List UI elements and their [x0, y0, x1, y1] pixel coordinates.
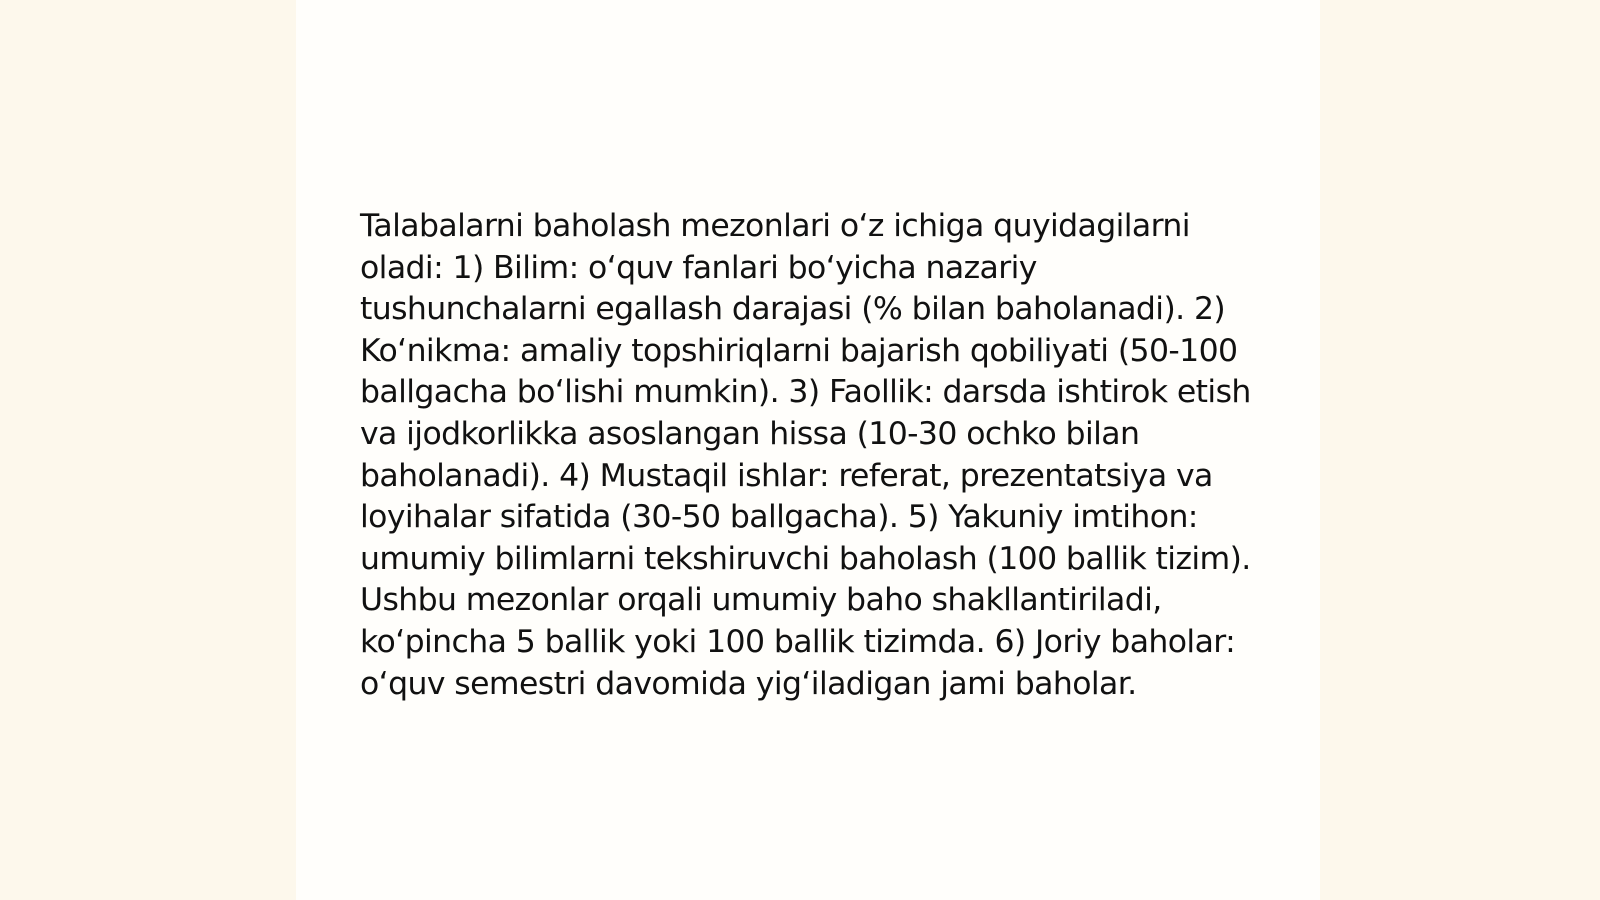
- slide-body-text: Talabalarni baholash mezonlari oʻz ichiga quyidagilarni oladi: 1) Bilim: oʻquv fanlari boʻyicha nazariy tushunchalarni egallash darajasi (% bilan baholanadi). 2) Koʻnikma: amaliy topshiriqlarni bajarish qobiliyati (50-100 ballgacha boʻlishi mumkin). 3) Faollik: darsda ishtirok etish va ijodkorlikka asoslangan hissa (10-30 ochko bilan baholanadi). 4) Mustaqil ishlar: referat, prezentatsiya va loyihalar sifatida (30-50 ballgacha). 5) Yakuniy imtihon: umumiy bilimlarni tekshiruvchi baholash (100 ballik tizim). Ushbu mezonlar orqali umumiy baho shakllantiriladi, koʻpincha 5 ballik yoki 100 ballik tizimda. 6) Joriy baholar: oʻquv semestri davomida yigʻiladigan jami baholar.: [360, 208, 1251, 702]
- slide: [296, 0, 1320, 900]
